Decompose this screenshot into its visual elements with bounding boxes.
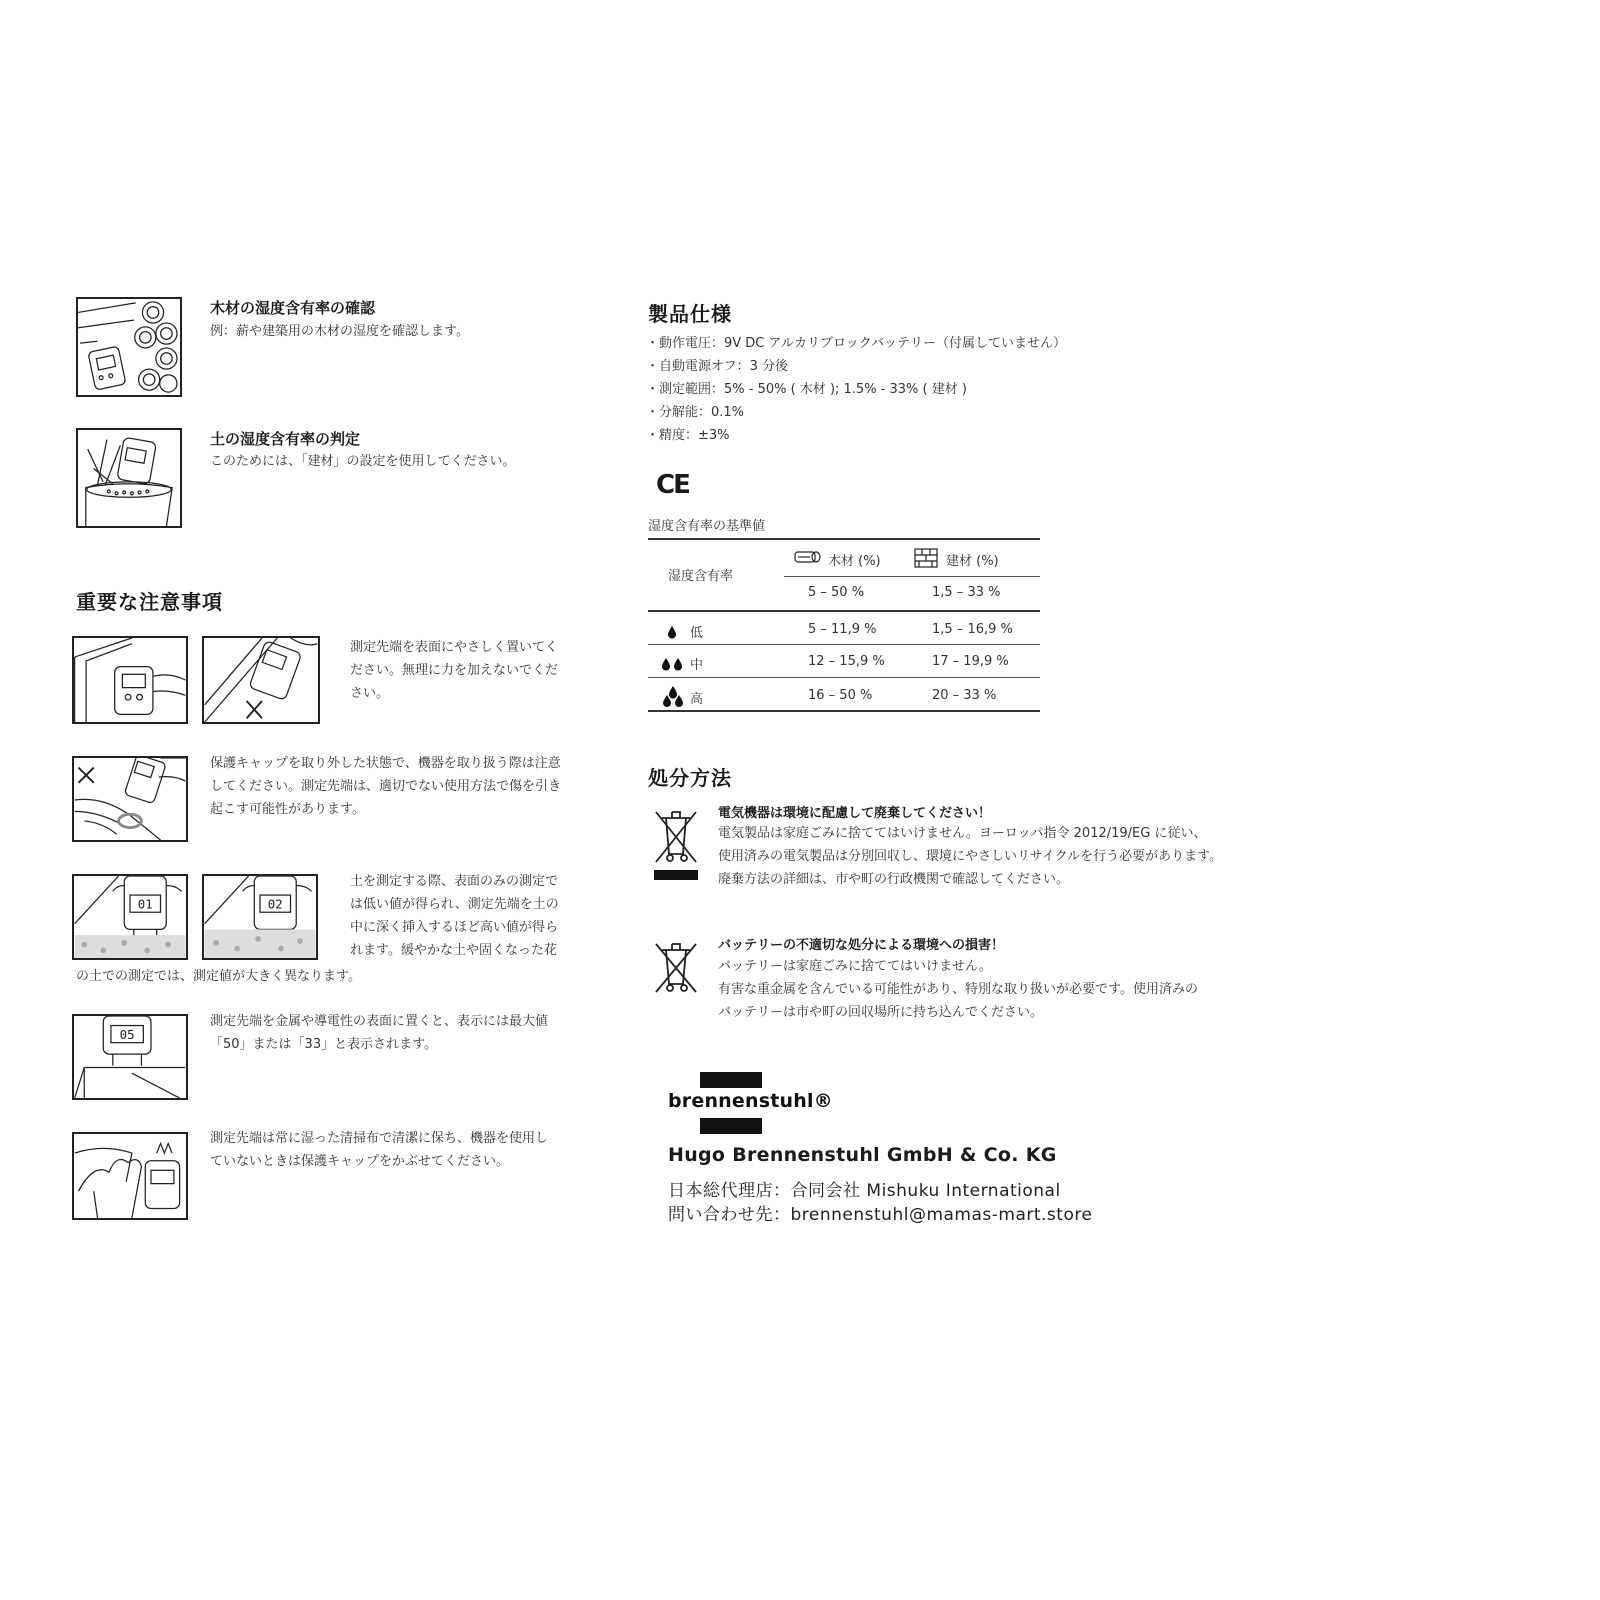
note3-text [350,870,559,962]
row-low-label: 低 [690,626,704,641]
note4-illustration [72,1014,188,1100]
wood-check-illustration [76,297,182,397]
range-wood: 5 – 50 % [808,585,865,600]
row-divider [648,644,1040,645]
note3-line: 中に深く挿入するほど高い値が得ら [350,920,559,935]
note4-display-value: 05 [119,1026,135,1042]
soil-check-text: このためには、「建材」の設定を使用してください。 [210,454,516,469]
note5-text [210,1127,548,1173]
note5-line: 測定先端は常に湿った清掃布で清潔に保ち、機器を使用し [210,1131,549,1146]
table-body-rule [648,610,1040,612]
specs-list [646,332,1066,447]
wood-check-text: 例：薪や建築用の木材の湿度を確認します。 [210,324,469,339]
soil-check-illustration [76,428,182,528]
drop-low-icon [666,624,678,638]
note1-line: さい。 [350,686,390,701]
table-row-header: 湿度含有率 [668,569,734,584]
note3-illustration-left [72,874,188,960]
note2-line: してください。測定先端は、適切でない使用方法で傷を引き [210,779,562,794]
row-high-label: 高 [690,692,704,707]
logo-wordmark: brennenstuhl® [668,1090,833,1112]
note3-line: 土を測定する際、表面のみの測定で [350,874,559,889]
note5-illustration [72,1132,188,1220]
note2-illustration [72,756,188,842]
drop-high-icon [662,685,684,707]
electrical-disposal-line: 電気製品は家庭ごみに捨ててはいけません。ヨーロッパ指令 2012/19/EG に従い、 [718,826,1207,841]
wood-column-header: 木材 (%) [828,554,881,569]
battery-disposal-text [718,955,1198,1024]
note3-illustration-right [202,874,318,960]
note3-line: れます。緩やかな土や固くなった花 [350,943,557,958]
wood-column-icon [794,549,822,565]
note4-line: 「50」または「33」と表示されます。 [210,1037,438,1052]
battery-disposal-title: バッテリーの不適切な処分による環境への損害！ [718,938,1005,953]
reference-title: 湿度含有率の基準値 [648,519,766,534]
brick-column-icon [914,548,938,568]
battery-disposal-line: バッテリーは家庭ごみに捨ててはいけません。 [718,959,992,974]
note3-tail-text: の土での測定では、測定値が大きく異なります。 [76,969,361,984]
table-header-rule [784,576,1040,577]
notes-section-title: 重要な注意事項 [76,590,223,614]
note1-illustration-left [72,636,188,724]
electrical-disposal-text [718,822,1222,891]
row-low-building: 1,5 – 16,9 % [932,622,1013,637]
note1-illustration-right [202,636,320,724]
contact-line: 問い合わせ先：brennenstuhl@mamas-mart.store [668,1205,1093,1225]
distributor-line: 日本総代理店：合同会社 Mishuku International [668,1181,1061,1201]
brand-logo [668,1072,833,1136]
table-top-rule [648,538,1040,540]
logo-bar-bottom [700,1118,762,1134]
spec-item: ・精度：±3% [646,428,730,443]
weee-bin-icon [652,806,700,882]
note4-text [210,1010,548,1056]
row-mid-label: 中 [690,658,704,673]
note3-display-value-left: 01 [137,896,153,912]
spec-item: ・動作電圧：9V DC アルカリブロックバッテリー（付属していません） [646,336,1066,351]
battery-disposal-line: バッテリーは市や町の回収場所に持ち込んでください。 [718,1005,1044,1020]
row-high-wood: 16 – 50 % [808,688,873,703]
row-divider [648,677,1040,678]
note3-display-value-right: 02 [267,896,283,912]
spec-item: ・自動電源オフ：3 分後 [646,359,789,374]
range-building: 1,5 – 33 % [932,585,1001,600]
note5-line: ていないときは保護キャップをかぶせてください。 [210,1154,510,1169]
wood-check-title: 木材の湿度含有率の確認 [210,299,376,317]
note2-line: 保護キャップを取り外した状態で、機器を取り扱う際は注意 [210,756,561,771]
row-mid-wood: 12 – 15,9 % [808,654,885,669]
table-bottom-rule [648,710,1040,712]
soil-check-title: 土の湿度含有率の判定 [210,430,361,448]
battery-bin-icon [652,938,700,994]
building-column-header: 建材 (%) [946,554,999,569]
spec-item: ・測定範囲：5% - 50% ( 木材 ); 1.5% - 33% ( 建材 ) [646,382,967,397]
specs-section-title: 製品仕様 [648,302,732,326]
company-name: Hugo Brennenstuhl GmbH & Co. KG [668,1144,1057,1166]
note2-line: 起こす可能性があります。 [210,802,365,817]
spec-item: ・分解能：0.1% [646,405,745,420]
row-mid-building: 17 – 19,9 % [932,654,1009,669]
electrical-disposal-line: 使用済みの電気製品は分別回収し、環境にやさしいリサイクルを行う必要があります。 [718,849,1223,864]
note2-text [210,752,561,821]
disposal-section-title: 処分方法 [648,766,732,790]
battery-disposal-line: 有害な重金属を含んでいる可能性があり、特別な取り扱いが必要です。使用済みの [718,982,1198,997]
electrical-disposal-line: 廃棄方法の詳細は、市や町の行政機関で確認してください。 [718,872,1070,887]
electrical-disposal-title: 電気機器は環境に配慮して廃棄してください！ [718,806,992,821]
logo-bar-top [700,1072,762,1088]
row-low-wood: 5 – 11,9 % [808,622,877,637]
note1-text [350,636,558,705]
row-high-building: 20 – 33 % [932,688,997,703]
ce-mark: CE [656,470,689,500]
note3-line: は低い値が得られ、測定先端を土の [350,897,559,912]
note4-line: 測定先端を金属や導電性の表面に置くと、表示には最大値 [210,1014,549,1029]
note1-line: ださい。無理に力を加えないでくだ [350,663,559,678]
drop-mid-icon [660,656,684,670]
note1-line: 測定先端を表面にやさしく置いてく [350,640,559,655]
